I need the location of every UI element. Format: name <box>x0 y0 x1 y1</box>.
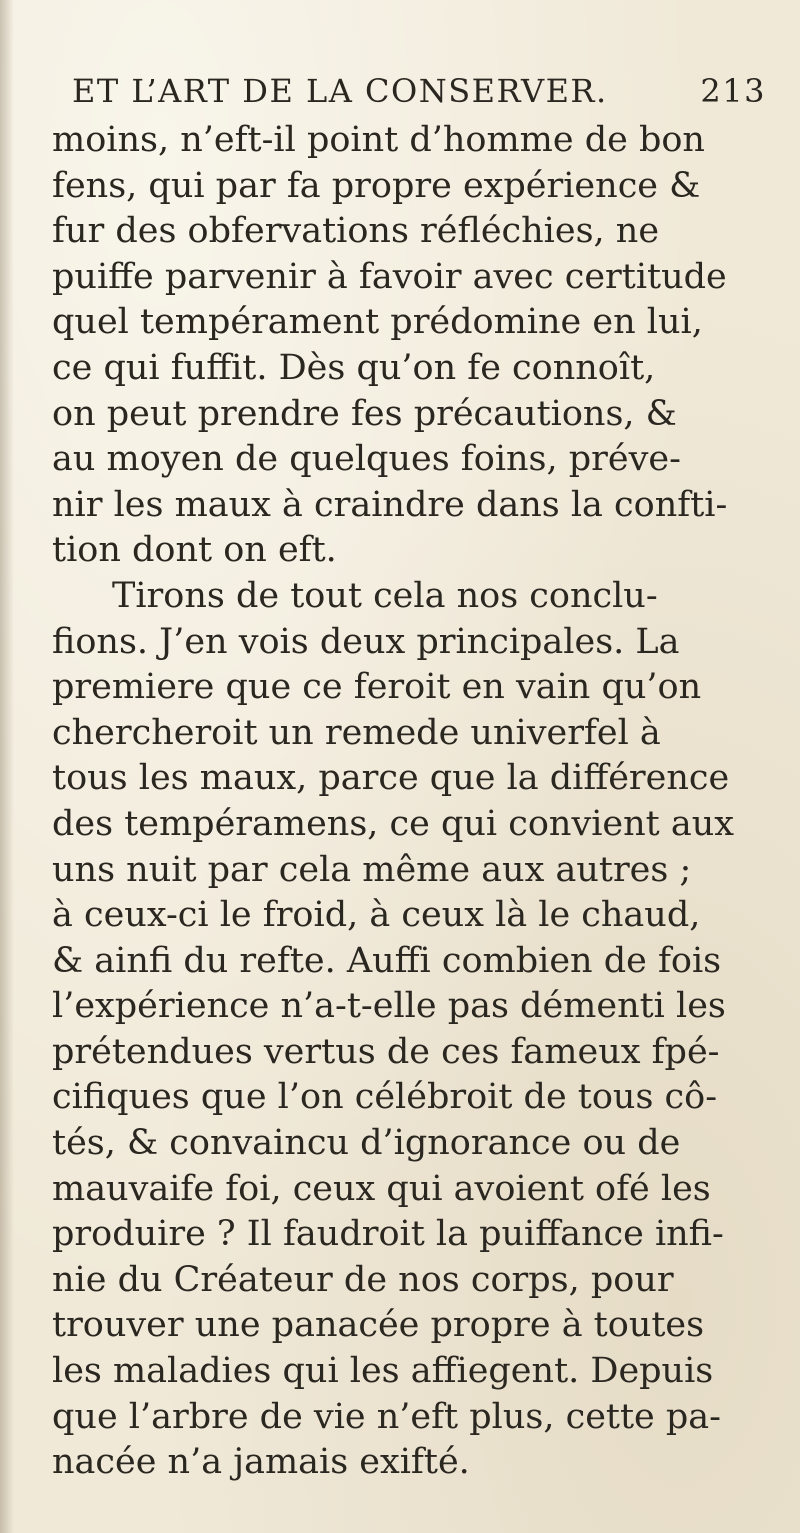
text-line: fens, qui par fa propre expérience & <box>52 165 701 206</box>
text-line: on peut prendre fes précautions, & <box>52 393 677 434</box>
text-line: prétendues vertus de ces fameux fpé- <box>52 1031 720 1072</box>
text-line: cifiques que l’on célébroit de tous cô- <box>52 1077 718 1118</box>
text-line: tous les maux, parce que la différence <box>52 758 730 799</box>
text-line: trouver une panacée propre à toutes <box>52 1305 705 1346</box>
text-line: les maladies qui les affiegent. Depuis <box>52 1351 714 1392</box>
text-line: fur des obfervations réfléchies, ne <box>52 211 660 252</box>
text-line: au moyen de quelques foins, préve- <box>52 439 681 480</box>
text-line: nir les maux à craindre dans la confti- <box>52 484 728 525</box>
text-line: mauvaife foi, ceux qui avoient ofé les <box>52 1168 711 1209</box>
text-line: puiffe parvenir à favoir avec certitude <box>52 256 727 297</box>
text-line: des tempéramens, ce qui convient aux <box>52 803 735 844</box>
text-line: chercheroit un remede univerfel à <box>52 712 661 753</box>
text-line: tion dont on eft. <box>52 530 337 571</box>
running-title: ET L’ART DE LA CONSERVER. <box>72 72 608 110</box>
page-number: 213 <box>700 72 766 110</box>
text-line: que l’arbre de vie n’eft plus, cette pa- <box>52 1396 721 1437</box>
text-line: à ceux-ci le froid, à ceux là le chaud, <box>52 895 701 936</box>
text-line: & ainfi du refte. Auffi combien de fois <box>52 940 722 981</box>
text-line: uns nuit par cela même aux autres ; <box>52 849 692 890</box>
text-line: l’expérience n’a-t-elle pas démenti les <box>52 986 726 1027</box>
text-line: produire ? Il faudroit la puiffance infi- <box>52 1214 724 1255</box>
page-header <box>60 72 778 116</box>
page-binding-shadow <box>0 0 14 1533</box>
text-line: premiere que ce feroit en vain qu’on <box>52 667 702 708</box>
text-line: ce qui fuffit. Dès qu’on fe connoît, <box>52 347 656 388</box>
text-line: fions. J’en vois deux principales. La <box>52 621 680 662</box>
paragraph-start-line: Tirons de tout cela nos conclu- <box>112 575 658 616</box>
text-line: moins, n’eft-il point d’homme de bon <box>52 120 705 160</box>
text-line: quel tempérament prédomine en lui, <box>52 302 703 343</box>
text-line: tés, & convaincu d’ignorance ou de <box>52 1123 681 1164</box>
body-text <box>52 118 782 1486</box>
text-line: nacée n’a jamais exifté. <box>52 1442 470 1483</box>
text-line: nie du Créateur de nos corps, pour <box>52 1259 674 1300</box>
